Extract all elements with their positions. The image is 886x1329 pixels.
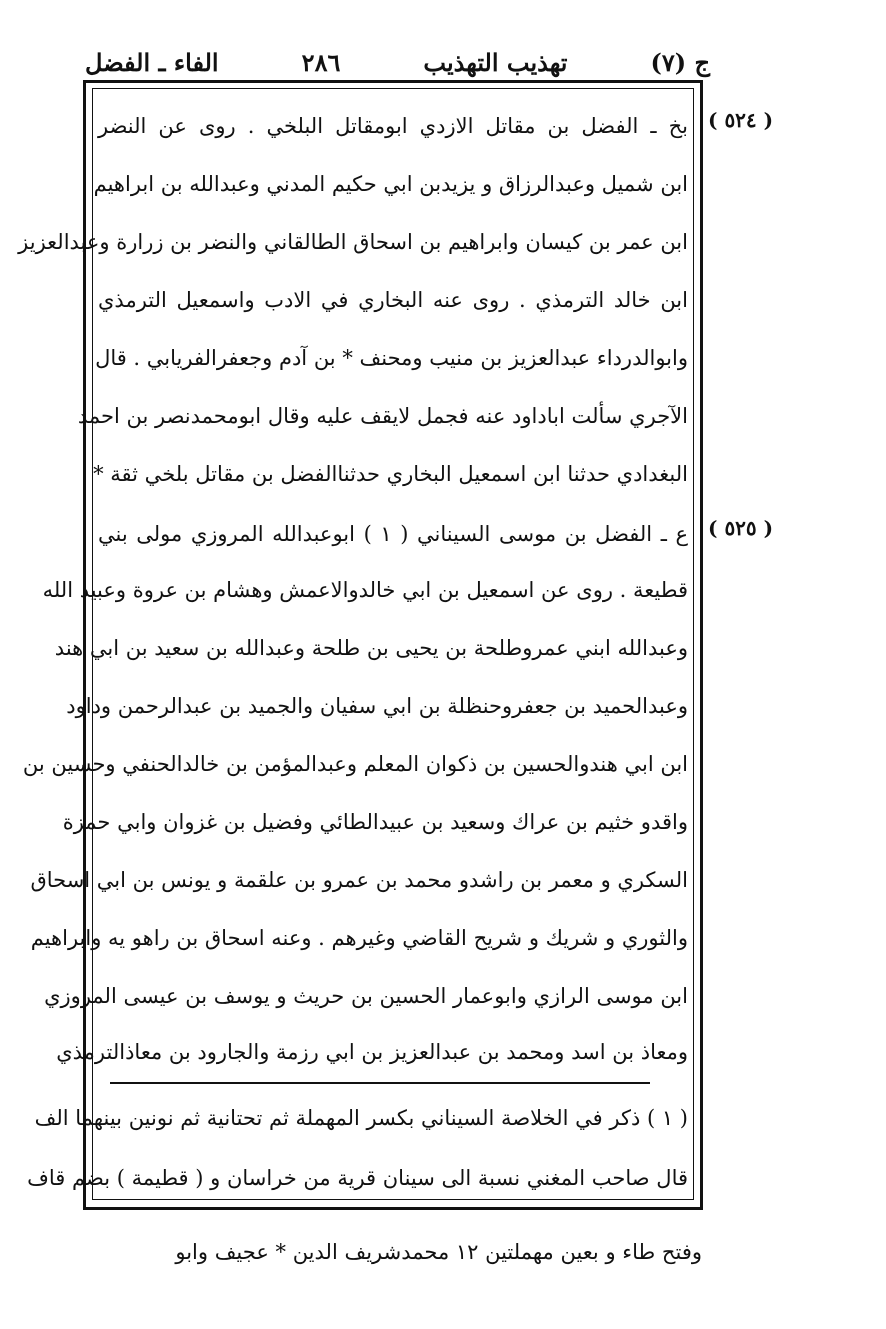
text-line: وعبدالله ابني عمروطلحة بن يحيى بن طلحة وعبدالله بن سعيد بن ابي هند: [54, 636, 688, 660]
text-line: ابن عمر بن كيسان وابراهيم بن اسحاق الطالقاني والنضر بن زرارة وعبدالعزيز: [18, 230, 688, 254]
text-line: البغدادي حدثنا ابن اسمعيل البخاري حدثناالفضل بن مقاتل بلخي ثقة *: [93, 462, 688, 486]
text-line: السكري و معمر بن راشدو محمد بن عمرو بن علقمة و يونس بن ابي اسحاق: [30, 868, 688, 892]
running-header: [85, 40, 710, 84]
text-line: ابن خالد الترمذي . روى عنه البخاري في الادب واسمعيل الترمذي: [98, 288, 688, 312]
text-line: واقدو خثيم بن عراك وسعيد بن عبيدالطائي وفضيل بن غزوان وابي حمزة: [62, 810, 688, 834]
book-title: تهذيب التهذيب: [423, 47, 568, 77]
section-title: الفاء ـ الفضل: [85, 47, 219, 77]
text-line: ابن شميل وعبدالرزاق و يزيدبن ابي حكيم المدني وعبدالله بن ابراهيم: [93, 172, 688, 196]
text-line: ومعاذ بن اسد ومحمد بن عبدالعزيز بن ابي رزمة والجارود بن معاذالترمذي: [56, 1040, 688, 1064]
text-line: وعبدالحميد بن جعفروحنظلة بن ابي سفيان والجميد بن عبدالرحمن وداود: [66, 694, 688, 718]
text-line: وابوالدرداء عبدالعزيز بن منيب ومحنف * بن آدم وجعفرالفريابي . قال: [95, 346, 688, 370]
volume-label: ج (٧): [650, 47, 710, 77]
text-line: ابن ابي هندوالحسين بن ذكوان المعلم وعبدالمؤمن بن خالدالحنفي وحسين بن: [22, 752, 688, 776]
continuation-line: وفتح طاء و بعين مهملتين ١٢ محمدشريف الدين * عجيف وابو: [175, 1240, 702, 1264]
footnote-line: ( ١ ) ذكر في الخلاصة السيناني بكسر المهملة ثم تحتانية ثم نونين بينهما الف: [34, 1106, 688, 1130]
text-line: ابن موسى الرازي وابوعمار الحسين بن حريث و يوسف بن عيسى المروزي: [44, 984, 688, 1008]
text-line: الآجري سألت اباداود عنه فجمل لايقف عليه وقال ابومحمدنصر بن احمد: [77, 404, 688, 428]
text-line: ع ـ الفضل بن موسى السيناني ( ١ ) ابوعبدالله المروزي مولى بني: [98, 522, 688, 546]
footnote-separator: [110, 1082, 650, 1084]
footnote-line: قال صاحب المغني نسبة الى سينان قرية من خراسان و ( قطيمة ) بضم قاف: [27, 1166, 688, 1190]
text-line: قطيعة . روى عن اسمعيل بن ابي خالدوالاعمش وهشام بن عروة وعبيد الله: [42, 578, 688, 602]
page-number: ٢٨٦: [301, 47, 341, 77]
text-line: بخ ـ الفضل بن مقاتل الازدي ابومقاتل البلخي . روى عن النضر: [98, 114, 688, 138]
text-line: والثوري و شريك و شريح القاضي وغيرهم . وعنه اسحاق بن راهو يه وابراهيم: [30, 926, 688, 950]
entry-number: ( ٥٢٤ ): [708, 108, 774, 132]
entry-number: ( ٥٢٥ ): [708, 516, 774, 540]
